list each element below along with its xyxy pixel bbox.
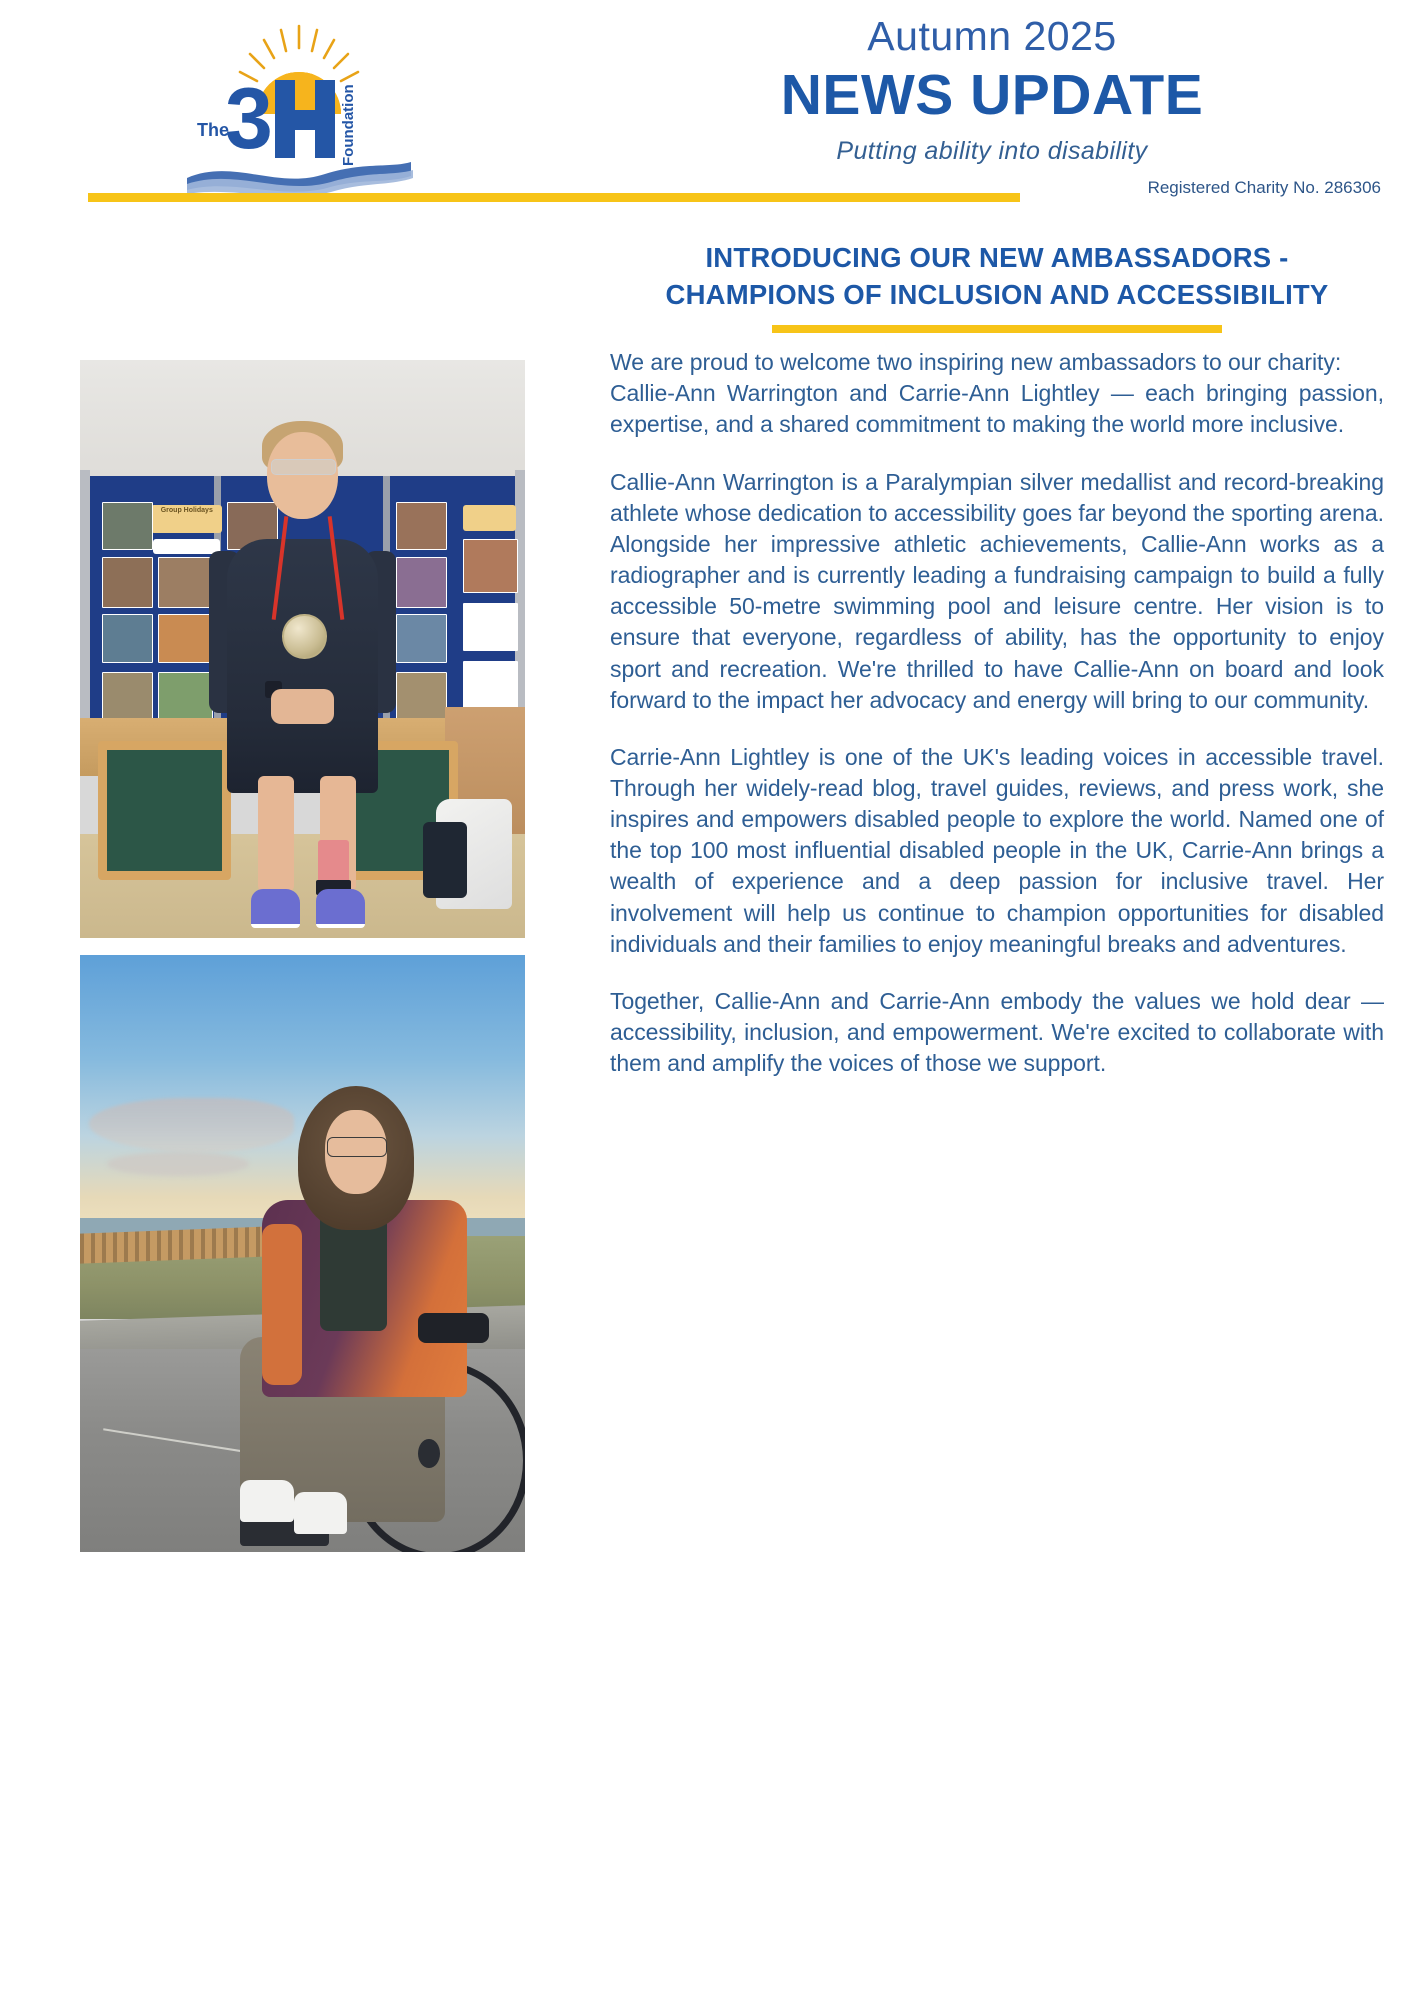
photo-carrie-ann-lightley xyxy=(80,955,525,1552)
paragraph-intro-2: Callie-Ann Warrington and Carrie-Ann Lightley — each bringing passion, expertise, and a shared commitment to making the world more inclusive. xyxy=(610,380,1384,438)
headline-divider-rule xyxy=(772,325,1222,333)
masthead xyxy=(600,0,1414,198)
charity-registration: Registered Charity No. 286306 xyxy=(1147,177,1381,197)
photo-callie-ann-warrington xyxy=(80,360,525,938)
paragraph-together: Together, Callie-Ann and Carrie-Ann embody the values we hold dear — accessibility, inclusion, and empowerment. We're excited to collaborate with them and amplify the voices of those we support. xyxy=(610,987,1384,1077)
display-board-label: Group Holidays xyxy=(160,506,213,514)
svg-text:3: 3 xyxy=(225,71,273,167)
newsletter-header xyxy=(0,0,1414,240)
article-body xyxy=(610,347,1384,1079)
headline-divider-wrap xyxy=(610,313,1384,347)
foundation-logo-icon xyxy=(185,18,415,193)
logo-container xyxy=(0,0,600,193)
issue-date: Autumn 2025 xyxy=(867,13,1117,59)
header-divider-rule xyxy=(88,193,1020,202)
paragraph-carrie-ann: Carrie-Ann Lightley is one of the UK's leading voices in accessible travel. Through her widely-read blog, travel guides, reviews, and press work, she inspires and empowers disabled people to explore the world. Named one of the top 100 most influential disabled people in the UK, Carrie-Ann brings a wealth of experience and a deep passion for inclusive travel. Her involvement will help us continue to champion opportunities for disabled individuals and their families to enjoy meaningful breaks and adventures. xyxy=(610,743,1384,957)
newsletter-title: NEWS UPDATE xyxy=(780,63,1204,128)
content-columns xyxy=(0,240,1414,1552)
tagline: Putting ability into disability xyxy=(836,136,1148,165)
article-headline: INTRODUCING OUR NEW AMBASSADORS - CHAMPIONS OF INCLUSION AND ACCESSIBILITY xyxy=(665,242,1329,310)
photo-column xyxy=(0,240,600,1552)
svg-text:Foundation: Foundation xyxy=(340,84,357,166)
paragraph-callie-ann: Callie-Ann Warrington is a Paralympian silver medallist and record-breaking athlete whose dedication to accessibility goes far beyond the sporting arena. Alongside her impressive athletic achievements, Callie-Ann works as a radiographer and is currently leading a fundraising campaign to build a fully accessible 50-metre swimming pool and leisure centre. Her vision is to ensure that everyone, regardless of ability, has the opportunity to enjoy sport and recreation. We're thrilled to have Callie-Ann on board and look forward to the impact her advocacy and energy will bring to our community. xyxy=(610,468,1384,713)
paragraph-intro-1: We are proud to welcome two inspiring new ambassadors to our charity: xyxy=(610,349,1342,376)
article-column xyxy=(600,240,1414,1552)
svg-text:The: The xyxy=(197,120,230,140)
